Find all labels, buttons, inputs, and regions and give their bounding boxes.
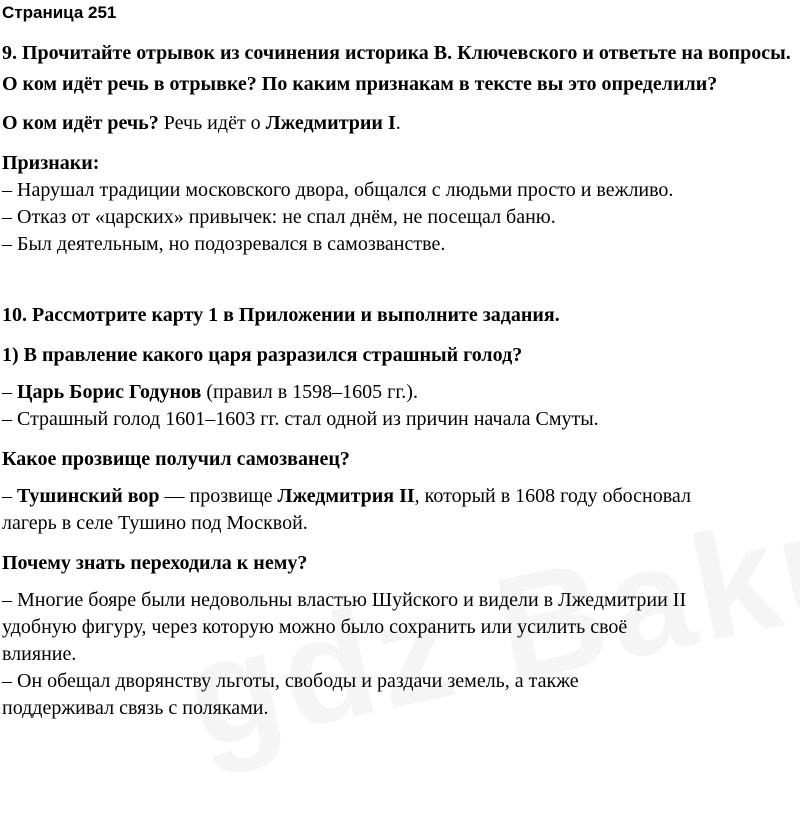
q10-answer3-line: – Многие бояре были недовольны властью Шуйского и видели в Лжедмитрии II xyxy=(2,589,687,611)
page-title: Страница 251 xyxy=(2,3,117,22)
who-end: . xyxy=(395,112,401,134)
q10-sub2: Какое прозвище получил самозванец? xyxy=(2,448,350,470)
q9-answer-who xyxy=(2,110,798,137)
q10-sub1: 1) В правление какого царя разразился страшный голод? xyxy=(2,344,523,366)
content xyxy=(2,38,798,722)
q10-answer1-line1: – Царь Борис Годунов (правил в 1598–1605 гг.). xyxy=(2,381,418,403)
question-10-heading: 10. Рассмотрите карту 1 в Приложении и выполните задания. xyxy=(2,304,560,326)
q10-answer3-line: удобную фигуру, через которую можно было сохранить или усилить своё xyxy=(2,616,628,638)
signs-heading: Признаки: xyxy=(2,152,100,174)
q10-answer3-line: влияние. xyxy=(2,643,77,665)
q10-answer2-line1: – Тушинский вор — прозвище Лжедмитрия II, который в 1608 году обосновал xyxy=(2,485,691,507)
who-label: О ком идёт речь? xyxy=(2,112,159,134)
q10-answer1-line2: – Страшный голод 1601–1603 гг. стал одной из причин начала Смуты. xyxy=(2,408,599,430)
q10-answer3-line: поддерживал связь с поляками. xyxy=(2,697,269,719)
sign-item: – Отказ от «царских» привычек: не спал днём, не посещал баню. xyxy=(2,206,556,228)
q10-sub3: Почему знать переходила к нему? xyxy=(2,552,308,574)
who-name: Лжедмитрии I xyxy=(265,112,396,134)
sign-item: – Нарушал традиции московского двора, общался с людьми просто и вежливо. xyxy=(2,179,674,201)
q10-answer2-line2: лагерь в селе Тушино под Москвой. xyxy=(2,512,308,534)
who-text: Речь идёт о xyxy=(158,112,266,134)
sign-item: – Был деятельным, но подозревался в самозванстве. xyxy=(2,233,446,255)
impostor-name: Лжедмитрия II xyxy=(277,485,415,507)
nickname: Тушинский вор xyxy=(17,485,160,507)
question-9-text: 9. Прочитайте отрывок из сочинения историка В. Ключевского и ответьте на вопросы. О ком идёт речь в отрывке? По каким признакам в тексте вы это определили? xyxy=(2,42,791,95)
tsar-name: Царь Борис Годунов xyxy=(17,381,202,403)
q10-answer3-line: – Он обещал дворянству льготы, свободы и раздачи земель, а также xyxy=(2,670,579,692)
question-9 xyxy=(2,38,798,100)
